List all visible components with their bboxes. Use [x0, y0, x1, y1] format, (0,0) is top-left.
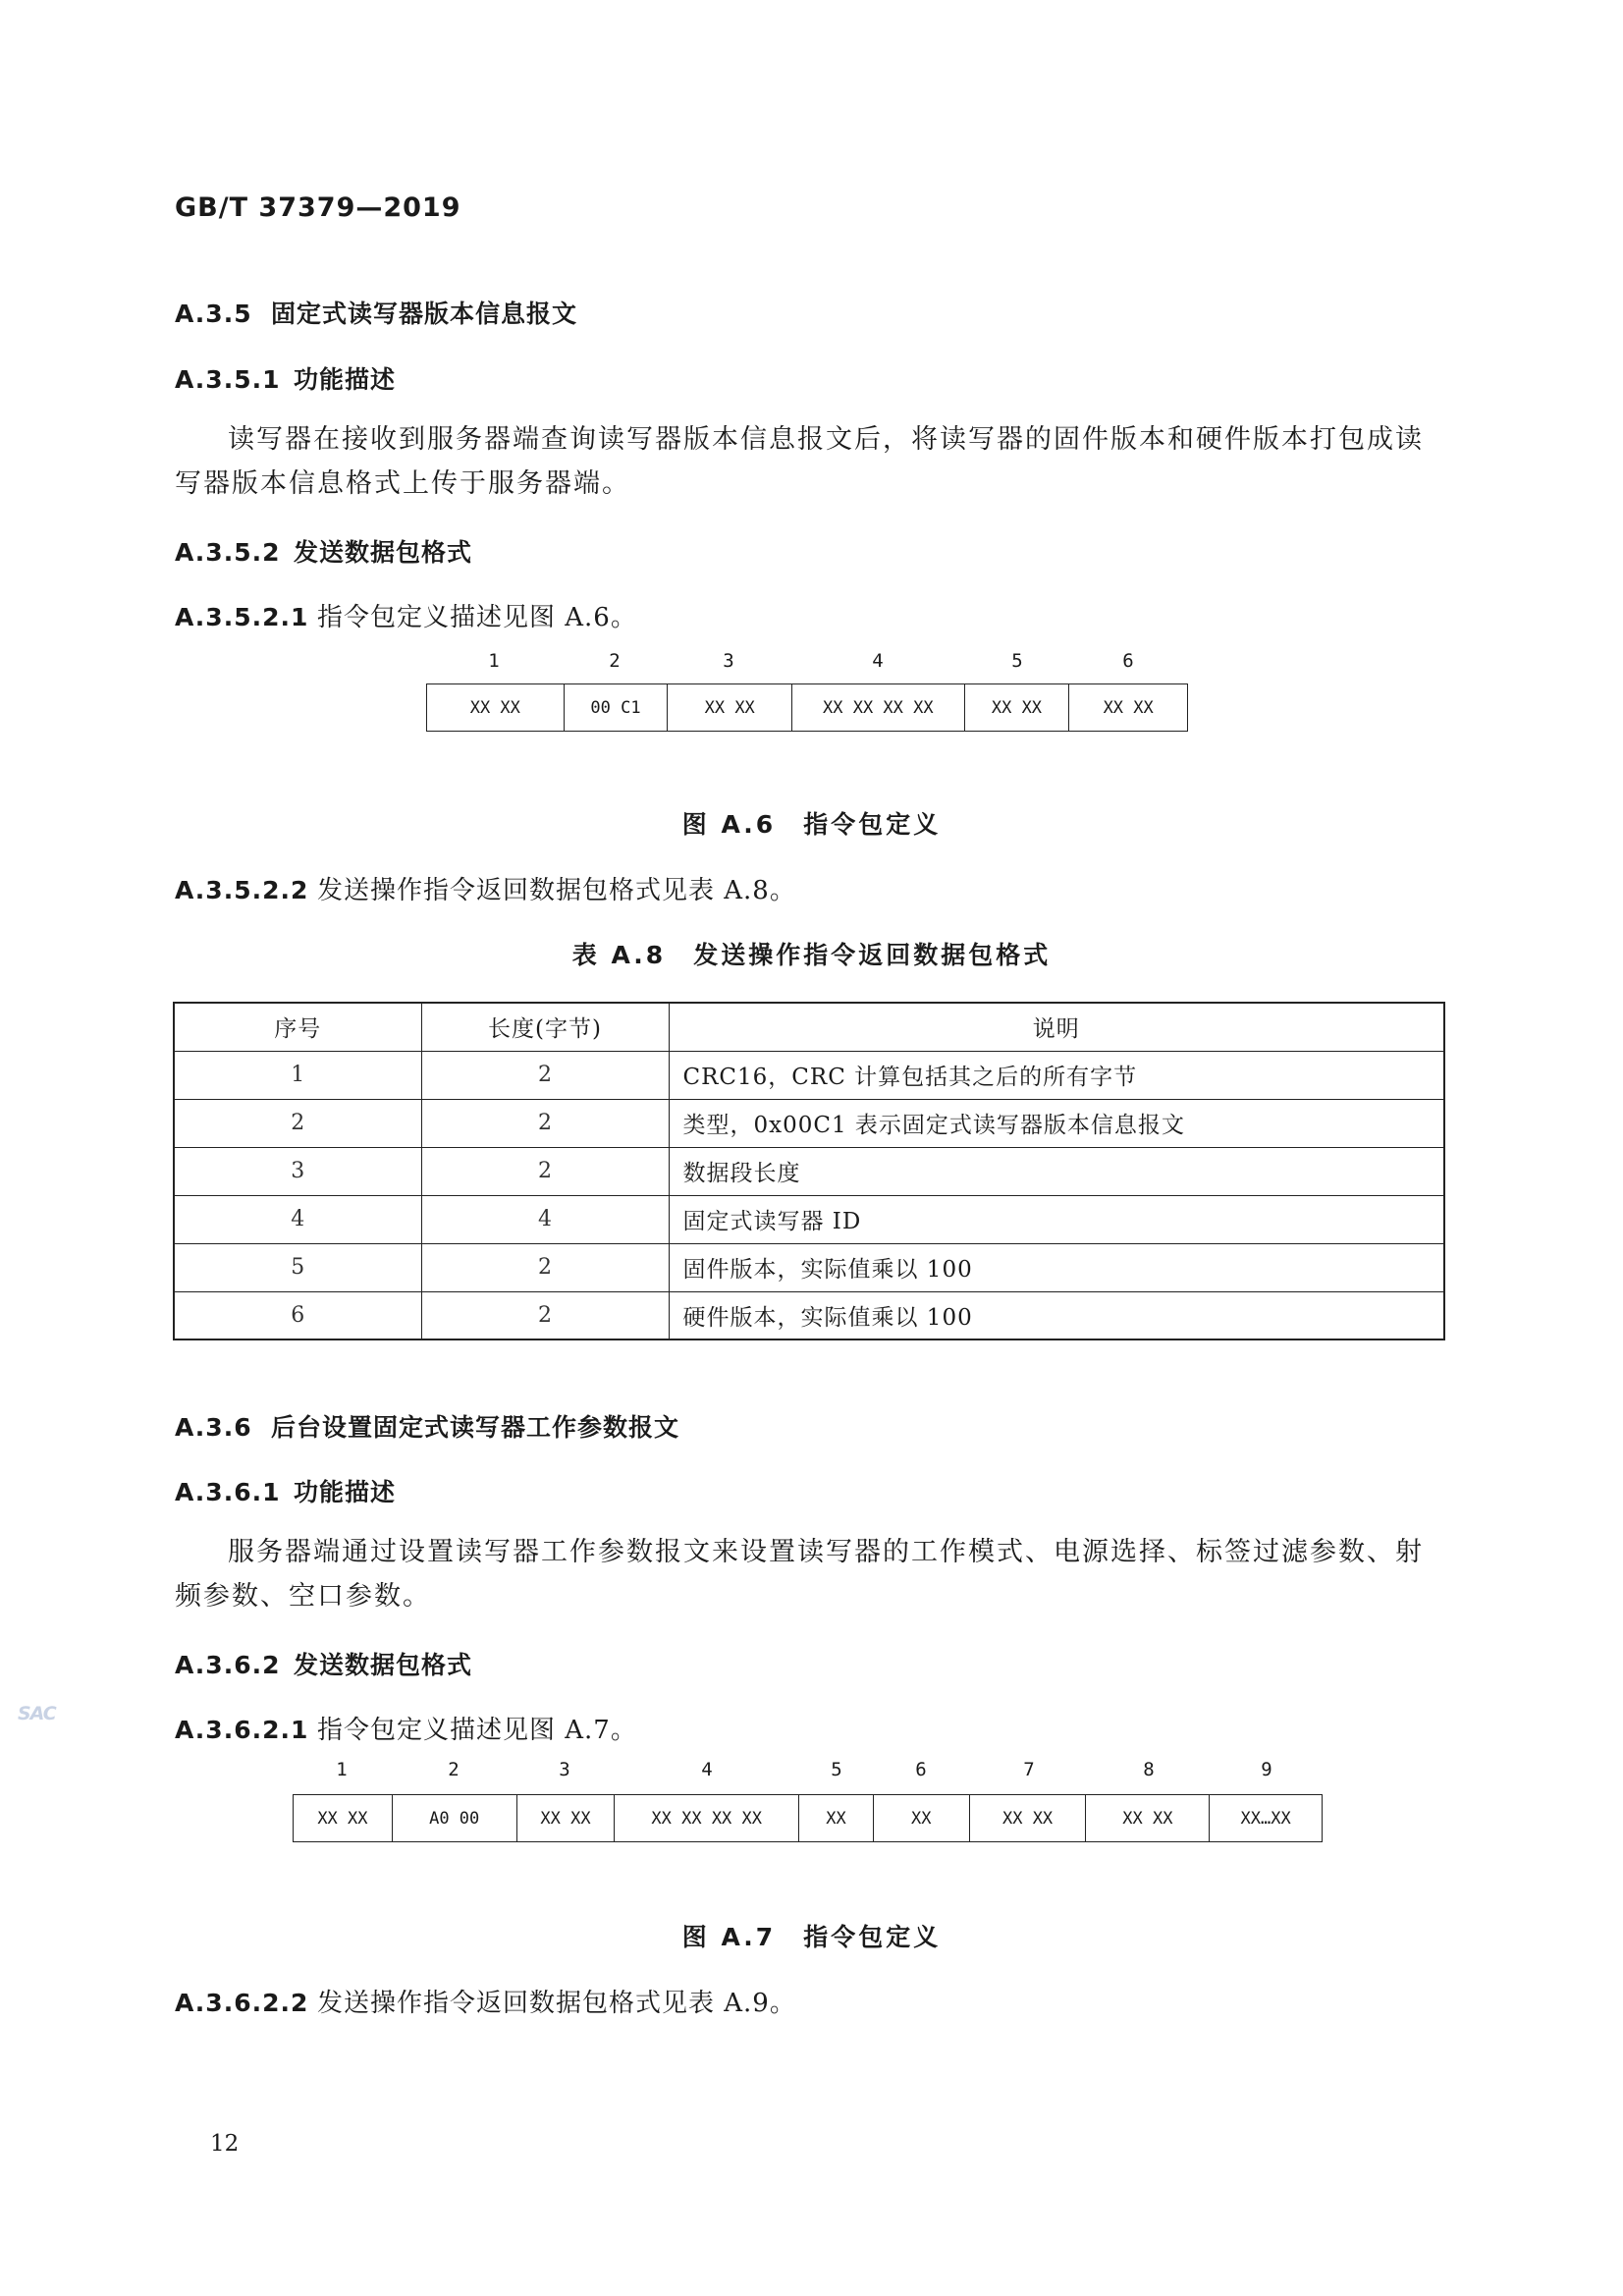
- field-index: 1: [488, 650, 500, 672]
- field-index: 5: [831, 1759, 842, 1780]
- column-header-length: 长度(字节): [421, 1003, 669, 1051]
- cell-description: 类型，0x00C1 表示固定式读写器版本信息报文: [669, 1099, 1444, 1147]
- cell-description: 硬件版本，实际值乘以 100: [669, 1291, 1444, 1339]
- cell-serial: 2: [174, 1099, 421, 1147]
- packet-field: XX XX: [1103, 697, 1154, 718]
- table-row: [174, 1147, 1444, 1195]
- field-index: 8: [1143, 1759, 1155, 1780]
- table-row: [174, 1291, 1444, 1339]
- subsection-title: 发送数据包格式: [294, 538, 473, 567]
- subsection-title: 功能描述: [294, 365, 397, 394]
- cell-serial: 4: [174, 1195, 421, 1243]
- packet-field: XX XX: [294, 1795, 393, 1841]
- item-a3622: [175, 1983, 796, 2019]
- packet-field: XX XX XX XX: [615, 1795, 799, 1841]
- field-index: 2: [448, 1759, 460, 1780]
- packet-field: XX…XX: [1240, 1808, 1291, 1829]
- item-a3521: [175, 597, 637, 633]
- item-number: A.3.6.2.2: [175, 1989, 309, 2017]
- cell-serial: 5: [174, 1243, 421, 1291]
- packet-field: XX: [874, 1795, 970, 1841]
- column-header-description: 说明: [669, 1003, 1444, 1051]
- table-row: [174, 1099, 1444, 1147]
- section-title: 固定式读写器版本信息报文: [271, 300, 578, 328]
- item-text: 发送操作指令返回数据包格式见表 A.8。: [317, 876, 796, 905]
- cell-description: CRC16，CRC 计算包括其之后的所有字节: [669, 1051, 1444, 1099]
- sac-watermark-logo: SAC: [18, 1703, 56, 1724]
- item-a3522: [175, 870, 796, 906]
- subsection-heading-a351: [175, 360, 396, 396]
- table-a8: [173, 1002, 1445, 1340]
- packet-field: XX XX XX XX: [792, 684, 965, 731]
- page-number: 12: [210, 2131, 240, 2157]
- section-title: 后台设置固定式读写器工作参数报文: [271, 1413, 680, 1442]
- subsection-title: 功能描述: [294, 1478, 397, 1506]
- subsection-number: A.3.6.2: [175, 1651, 281, 1679]
- field-index: 5: [1011, 650, 1023, 672]
- table-row: [174, 1051, 1444, 1099]
- section-number: A.3.6: [175, 1413, 252, 1442]
- subsection-number: A.3.5.2: [175, 538, 281, 567]
- item-number: A.3.5.2.1: [175, 603, 309, 631]
- item-number: A.3.5.2.2: [175, 876, 309, 904]
- standard-code: GB/T 37379—2019: [175, 192, 461, 223]
- figure-a7-field-indices: [0, 1759, 1623, 1784]
- table-header-row: [174, 1003, 1444, 1051]
- section-number: A.3.5: [175, 300, 252, 328]
- field-index: 6: [1122, 650, 1134, 672]
- field-index: 3: [723, 650, 734, 672]
- packet-field: XX XX: [517, 1795, 616, 1841]
- cell-length: 2: [421, 1099, 669, 1147]
- description-paragraph: 服务器端通过设置读写器工作参数报文来设置读写器的工作模式、电源选择、标签过滤参数、射频参数、空口参数。: [175, 1537, 1424, 1612]
- field-index: 6: [915, 1759, 927, 1780]
- cell-serial: 1: [174, 1051, 421, 1099]
- table-a8-caption: 表 A.8 发送操作指令返回数据包格式: [571, 941, 1052, 969]
- cell-length: 2: [421, 1147, 669, 1195]
- section-heading-a35: [175, 295, 577, 330]
- subsection-heading-a361: [175, 1473, 396, 1508]
- packet-field: 00 C1: [565, 684, 669, 731]
- cell-length: 4: [421, 1195, 669, 1243]
- field-index: 1: [336, 1759, 348, 1780]
- figure-a6-packet: [426, 683, 1188, 732]
- figure-a7-caption: 图 A.7 指令包定义: [681, 1923, 942, 1951]
- packet-field: XX XX: [668, 684, 792, 731]
- field-index: 9: [1261, 1759, 1272, 1780]
- cell-serial: 6: [174, 1291, 421, 1339]
- cell-description: 数据段长度: [669, 1147, 1444, 1195]
- cell-serial: 3: [174, 1147, 421, 1195]
- packet-field: XX XX: [970, 1795, 1087, 1841]
- subsection-title: 发送数据包格式: [294, 1651, 473, 1679]
- field-index: 7: [1023, 1759, 1035, 1780]
- figure-a6-field-indices: [0, 650, 1623, 676]
- subsection-heading-a352: [175, 533, 472, 569]
- cell-length: 2: [421, 1291, 669, 1339]
- item-a3621: [175, 1710, 637, 1746]
- field-index: 4: [701, 1759, 713, 1780]
- packet-field: XX XX: [965, 684, 1070, 731]
- packet-field: XX XX: [1086, 1795, 1210, 1841]
- figure-a6-caption: 图 A.6 指令包定义: [681, 810, 942, 839]
- description-paragraph: 读写器在接收到服务器端查询读写器版本信息报文后，将读写器的固件版本和硬件版本打包成读写器版本信息格式上传于服务器端。: [175, 424, 1424, 499]
- column-header-serial: 序号: [174, 1003, 421, 1051]
- cell-description: 固件版本，实际值乘以 100: [669, 1243, 1444, 1291]
- packet-field: XX: [799, 1795, 874, 1841]
- subsection-number: A.3.5.1: [175, 365, 281, 394]
- figure-a7-packet: [293, 1794, 1323, 1842]
- subsection-number: A.3.6.1: [175, 1478, 281, 1506]
- item-text: 发送操作指令返回数据包格式见表 A.9。: [317, 1989, 796, 2018]
- item-text: 指令包定义描述见图 A.7。: [317, 1716, 637, 1745]
- packet-field: XX XX: [427, 684, 565, 731]
- subsection-heading-a362: [175, 1646, 472, 1681]
- table-row: [174, 1195, 1444, 1243]
- cell-length: 2: [421, 1243, 669, 1291]
- section-heading-a36: [175, 1408, 679, 1444]
- item-text: 指令包定义描述见图 A.6。: [317, 603, 637, 632]
- packet-field: A0 00: [393, 1795, 517, 1841]
- cell-length: 2: [421, 1051, 669, 1099]
- table-row: [174, 1243, 1444, 1291]
- field-index: 4: [872, 650, 884, 672]
- cell-description: 固定式读写器 ID: [669, 1195, 1444, 1243]
- item-number: A.3.6.2.1: [175, 1716, 309, 1744]
- field-index: 2: [609, 650, 621, 672]
- field-index: 3: [559, 1759, 570, 1780]
